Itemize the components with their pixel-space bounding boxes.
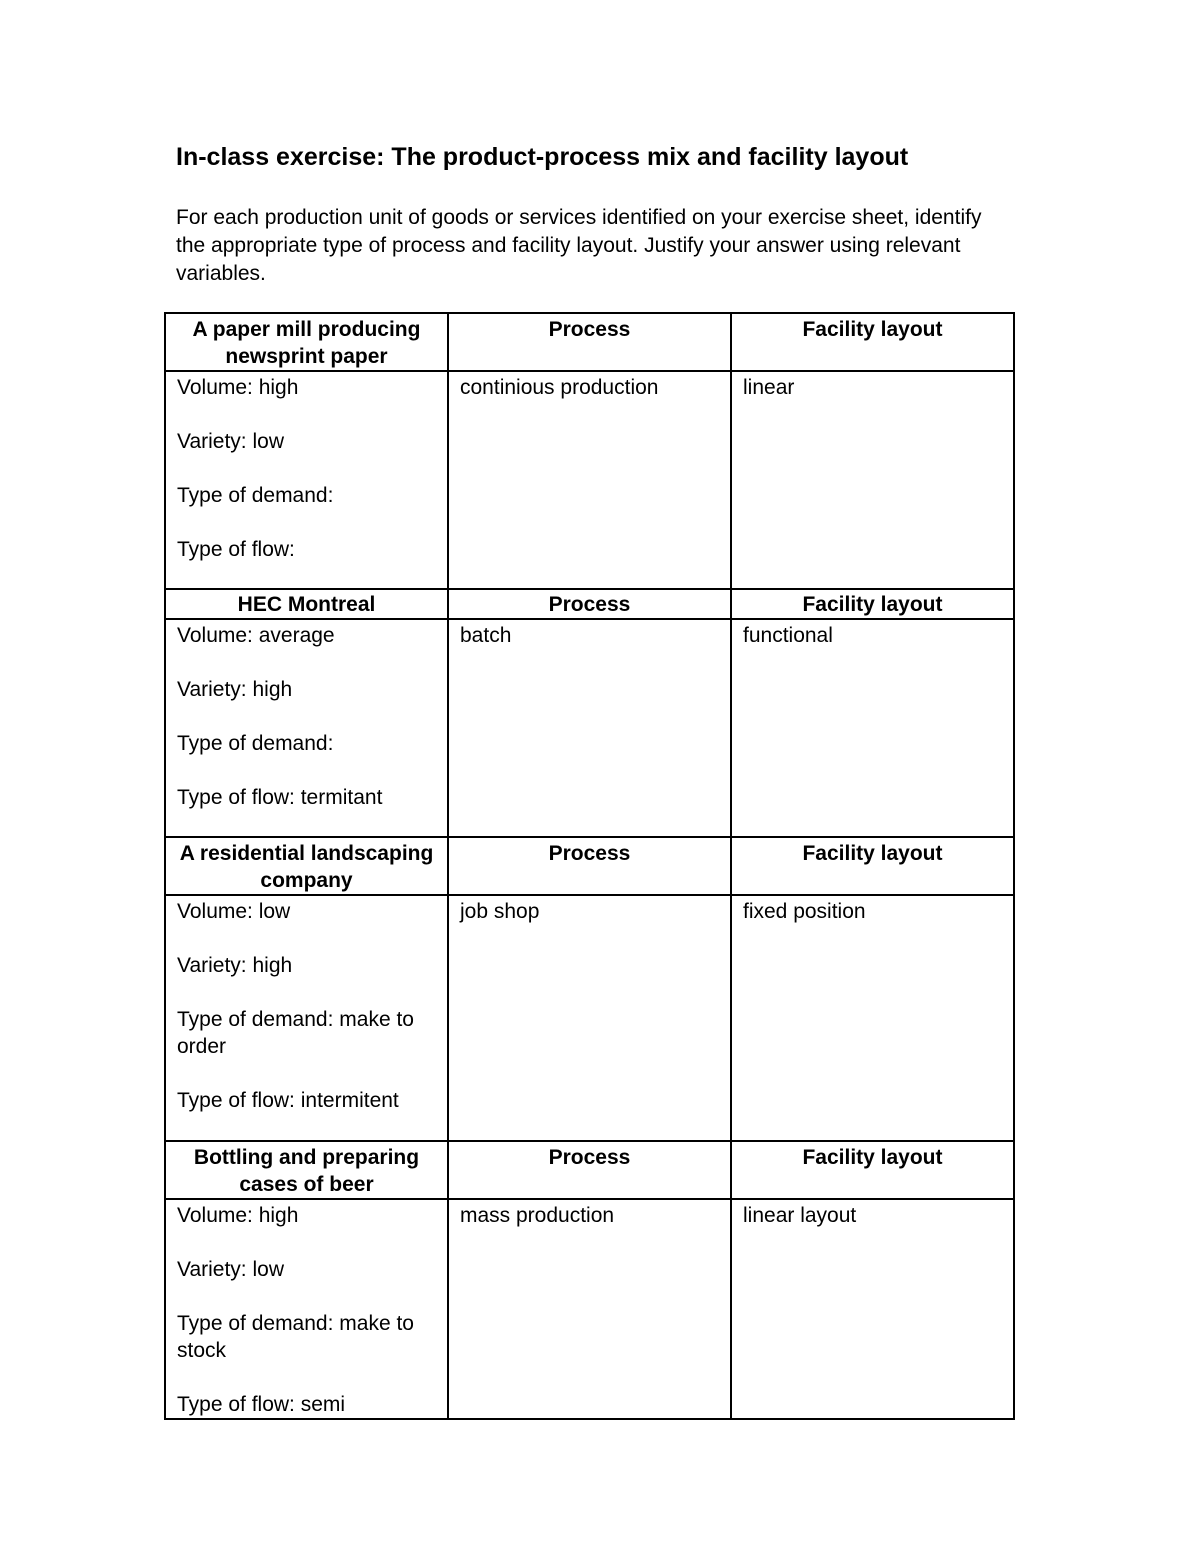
volume-value: Volume: low <box>177 900 291 923</box>
unit-header: HEC Montreal <box>165 589 448 619</box>
process-header: Process <box>448 313 731 371</box>
demand-value: Type of demand: <box>177 484 334 507</box>
unit-header: Bottling and preparing cases of beer <box>165 1141 448 1199</box>
section-body-row <box>165 895 1014 1141</box>
page-title: In-class exercise: The product-process mix and facility layout <box>176 143 909 171</box>
section-header-row <box>165 589 1014 619</box>
volume-value: Volume: high <box>177 1204 299 1227</box>
flow-value: Type of flow: semi <box>177 1393 346 1416</box>
process-answer: batch <box>448 619 731 837</box>
flow-value: Type of flow: intermitent <box>177 1089 399 1112</box>
variables-cell <box>165 895 448 1141</box>
variety-value: Variety: low <box>177 430 284 453</box>
demand-value: Type of demand: make to order <box>177 1008 414 1058</box>
section-body-row <box>165 619 1014 837</box>
variety-value: Variety: high <box>177 954 293 977</box>
variables-cell <box>165 619 448 837</box>
process-answer: continious production <box>448 371 731 589</box>
instructions: For each production unit of goods or services identified on your exercise sheet, identify the appropriate type of process and facility layout. Justify your answer using relevant variables. <box>176 206 982 285</box>
process-header: Process <box>448 589 731 619</box>
process-header: Process <box>448 837 731 895</box>
section-header-row <box>165 313 1014 371</box>
section-header-row <box>165 837 1014 895</box>
demand-value: Type of demand: make to stock <box>177 1312 414 1362</box>
unit-header: A residential landscaping company <box>165 837 448 895</box>
layout-header: Facility layout <box>731 589 1014 619</box>
section-header-row <box>165 1141 1014 1199</box>
variety-value: Variety: high <box>177 678 293 701</box>
layout-answer: fixed position <box>731 895 1014 1141</box>
flow-value: Type of flow: <box>177 538 295 561</box>
volume-value: Volume: high <box>177 376 299 399</box>
demand-value: Type of demand: <box>177 732 334 755</box>
layout-answer: linear layout <box>731 1199 1014 1419</box>
process-header: Process <box>448 1141 731 1199</box>
layout-header: Facility layout <box>731 837 1014 895</box>
variables-cell <box>165 371 448 589</box>
section-body-row <box>165 371 1014 589</box>
flow-value: Type of flow: termitant <box>177 786 383 809</box>
variables-cell <box>165 1199 448 1419</box>
exercise-table <box>164 312 1015 1420</box>
variety-value: Variety: low <box>177 1258 284 1281</box>
layout-answer: functional <box>731 619 1014 837</box>
layout-header: Facility layout <box>731 1141 1014 1199</box>
process-answer: mass production <box>448 1199 731 1419</box>
unit-header: A paper mill producing newsprint paper <box>165 313 448 371</box>
section-body-row <box>165 1199 1014 1419</box>
volume-value: Volume: average <box>177 624 335 647</box>
layout-answer: linear <box>731 371 1014 589</box>
process-answer: job shop <box>448 895 731 1141</box>
layout-header: Facility layout <box>731 313 1014 371</box>
